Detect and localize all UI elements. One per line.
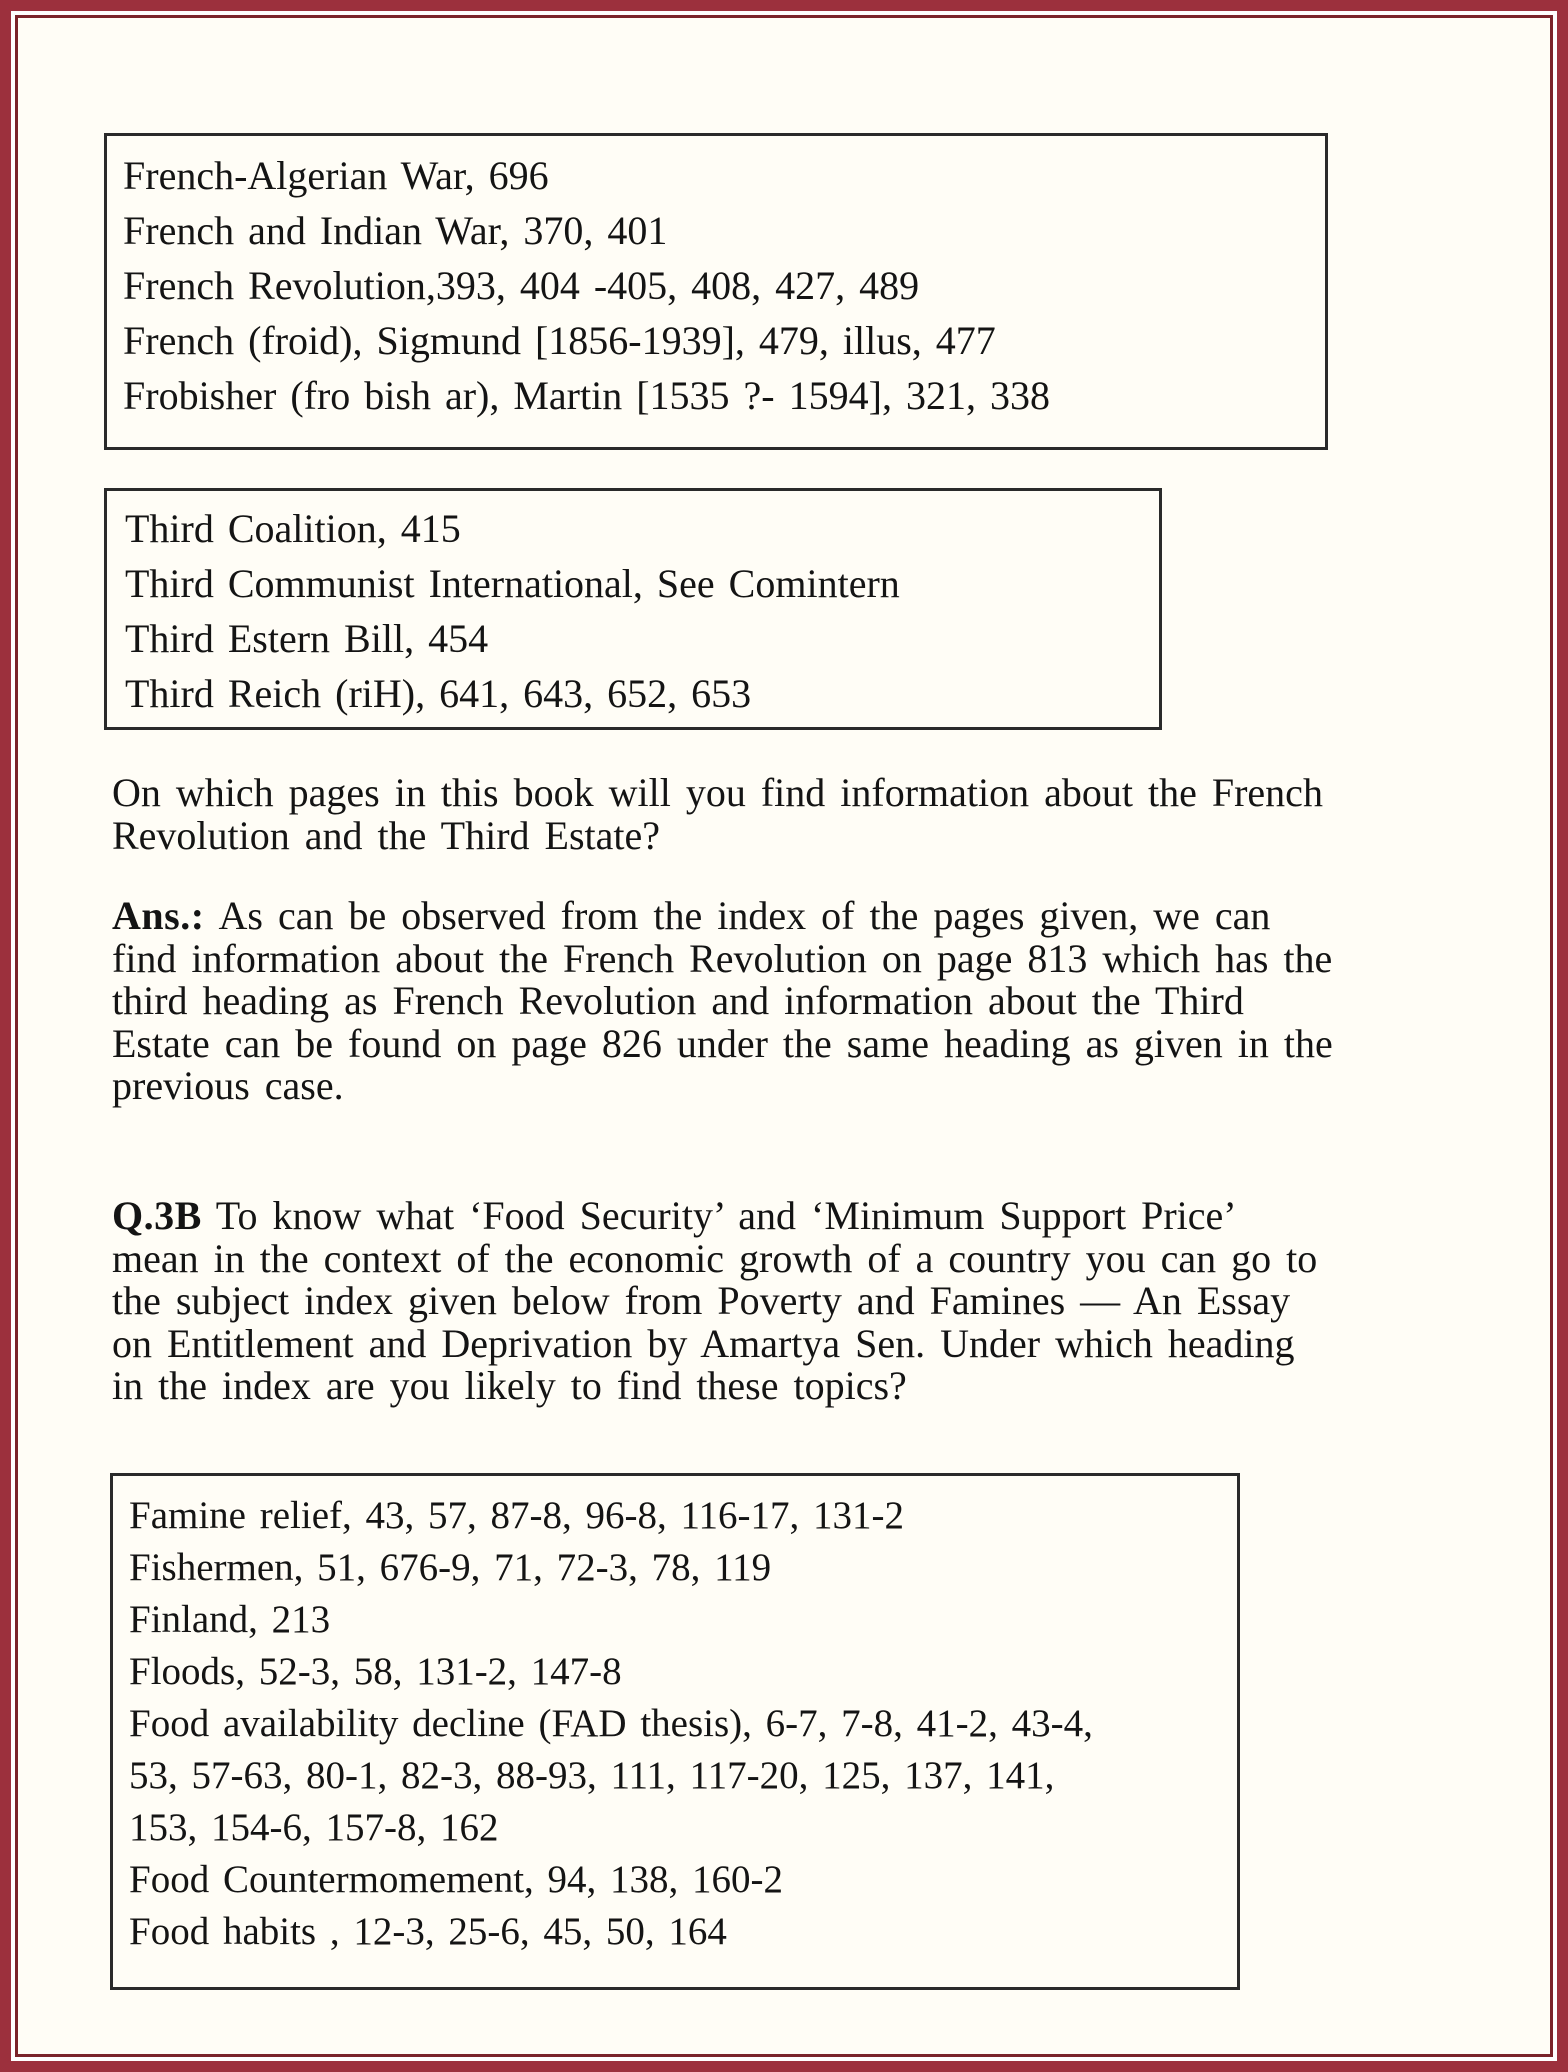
answer-line: Estate can be found on page 826 under the same heading as given in the (112, 1020, 1333, 1066)
index-box-third (104, 488, 1162, 730)
index-entry: Third Communist International, See Comintern (125, 561, 900, 606)
question-paragraph (112, 772, 1532, 857)
answer-line: previous case. (112, 1063, 344, 1108)
document-page (15, 15, 1553, 2057)
q3b-line: on Entitlement and Deprivation by Amartya Sen. Under which heading (112, 1320, 1295, 1366)
index-entry: French (froid), Sigmund [1856-1939], 479, illus, 477 (123, 318, 996, 363)
q3b-label: Q.3B (112, 1193, 202, 1238)
index-entry: 153, 154-6, 157-8, 162 (129, 1806, 499, 1849)
index-box-french (104, 133, 1328, 450)
index-entry: Fishermen, 51, 676-9, 71, 72-3, 78, 119 (129, 1546, 772, 1589)
index-entry: Third Estern Bill, 454 (125, 616, 489, 661)
index-entry: Food Countermomement, 94, 138, 160-2 (129, 1858, 784, 1901)
q3b-line: mean in the context of the economic growth of a country you can go to (112, 1235, 1318, 1281)
index-box-food (110, 1473, 1240, 1990)
answer-continuation (112, 935, 1532, 1108)
answer-first-line-text: As can be observed from the index of the pages given, we can (218, 893, 1271, 938)
index-entry: 53, 57-63, 80-1, 82-3, 88-93, 111, 117-20, 125, 137, 141, (129, 1754, 1055, 1797)
answer-paragraph (112, 895, 1532, 1108)
q3b-first-line (112, 1195, 1532, 1238)
index-entry: Third Reich (riH), 641, 643, 652, 653 (125, 671, 752, 716)
question-line: Revolution and the Third Estate? (112, 812, 661, 858)
answer-line: third heading as French Revolution and information about the Third (112, 978, 1244, 1023)
page-border-gap (11, 11, 1557, 2061)
q3b-continuation (112, 1235, 1532, 1408)
index-entry: French and Indian War, 370, 401 (123, 208, 668, 253)
answer-label: Ans.: (112, 893, 205, 938)
question-line: On which pages in this book will you find information about the French (112, 770, 1323, 815)
q3b-line: in the index are you likely to find these topics? (112, 1363, 907, 1408)
index-entry: Famine relief, 43, 57, 87-8, 96-8, 116-17, 131-2 (129, 1494, 904, 1537)
answer-first-line (112, 895, 1532, 938)
q3b-line: the subject index given below from Poverty and Famines — An Essay (112, 1278, 1291, 1323)
index-entry: Frobisher (fro bish ar), Martin [1535 ?- 1594], 321, 338 (123, 373, 1050, 418)
index-entry: French Revolution,393, 404 -405, 408, 427, 489 (123, 263, 920, 308)
index-entry: Floods, 52-3, 58, 131-2, 147-8 (129, 1650, 622, 1693)
q3b-first-line-text: To know what ‘Food Security’ and ‘Minimum Support Price’ (215, 1193, 1237, 1238)
q3b-paragraph (112, 1195, 1532, 1408)
index-entry: Finland, 213 (129, 1598, 331, 1641)
index-entry: French-Algerian War, 696 (123, 153, 549, 198)
answer-line: find information about the French Revolution on page 813 which has the (112, 935, 1333, 981)
index-entry: Food availability decline (FAD thesis), 6-7, 7-8, 41-2, 43-4, (129, 1702, 1093, 1745)
index-entry: Third Coalition, 415 (125, 506, 461, 551)
index-entry: Food habits , 12-3, 25-6, 45, 50, 164 (129, 1910, 727, 1953)
